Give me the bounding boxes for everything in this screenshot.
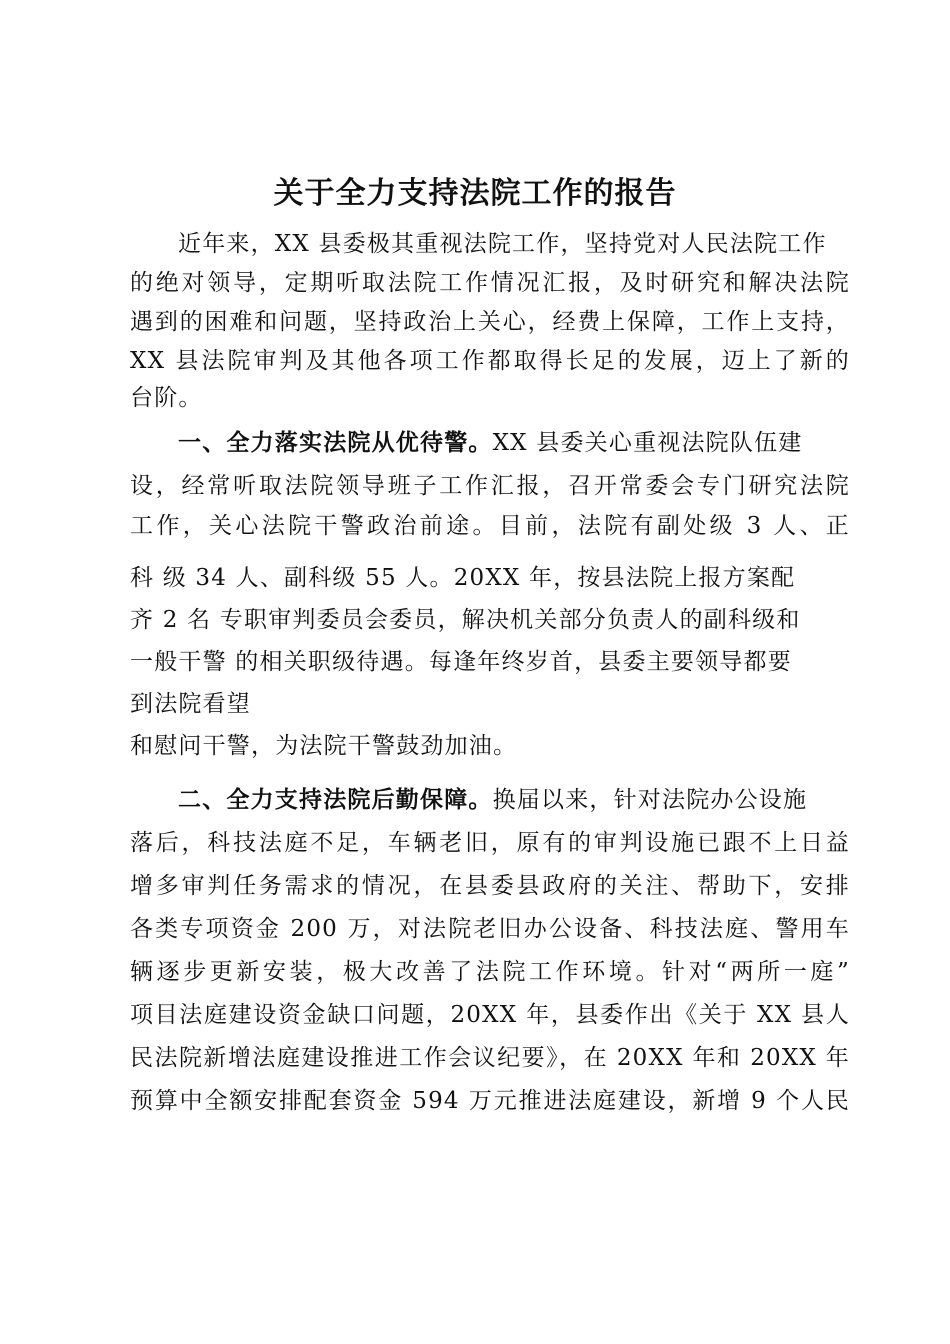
intro-line: 的绝对领导，定期听取法院工作情况汇报，及时研究和解决法院 [130,270,850,296]
section1-heading: 一、全力落实法院从优待警。 [178,430,493,456]
intro-line: 遇到的困难和问题，坚持政治上关心，经费上保障，工作上支持， [130,309,850,335]
section2-line: 民法院新增法庭建设推进工作会议纪要》，在 20XX 年和 20XX 年 [130,1045,850,1071]
section2-first-line [178,782,828,818]
section1-line: 和慰问干警，为法院干警鼓劲加油。 [130,733,518,759]
section1-line: 科 级 34 人、副科级 55 人。20XX 年，按县法院上报方案配 [130,565,796,591]
section2-heading: 二、全力支持法院后勤保障。 [178,787,493,813]
section1-line: 到法院看望 [130,691,251,717]
intro-line: 台阶。 [130,385,203,411]
section2-first-line-text: 换届以来，针对法院办公设施 [492,787,808,813]
intro-line: XX 县法院审判及其他各项工作都取得长足的发展，迈上了新的 [130,348,850,374]
section2-line: 项目法庭建设资金缺口问题，20XX 年，县委作出《关于 XX 县人 [130,1002,850,1028]
section1-line: 齐 2 名 专职审判委员会委员，解决机关部分负责人的副科级和 [130,607,801,633]
section1-line: 工作，关心法院干警政治前途。目前，法院有副处级 3 人、正 [130,513,850,539]
section1-first-line [178,425,828,461]
section2-line: 落后，科技法庭不足，车辆老旧，原有的审判设施已跟不上日益 [130,830,850,856]
section2-line: 各类专项资金 200 万，对法院老旧办公设备、科技法庭、警用车 [130,916,850,942]
section1-first-line-text: XX 县委关心重视法院队伍建 [492,430,803,456]
section1-line: 设，经常听取法院领导班子工作汇报，召开常委会专门研究法院 [130,473,850,499]
section2-line: 预算中全额安排配套资金 594 万元推进法庭建设，新增 9 个人民 [130,1088,850,1114]
section2-line: 辆逐步更新安装，极大改善了法院工作环境。针对“两所一庭” [130,959,850,985]
section1-line: 一般干警 的相关职级待遇。每逢年终岁首，县委主要领导都要 [130,649,792,675]
section2-line: 增多审判任务需求的情况，在县委县政府的关注、帮助下，安排 [130,873,850,899]
document-title: 关于全力支持法院工作的报告 [273,176,677,211]
intro-line: 近年来，XX 县委极其重视法院工作，坚持党对人民法院工作 [178,231,827,257]
